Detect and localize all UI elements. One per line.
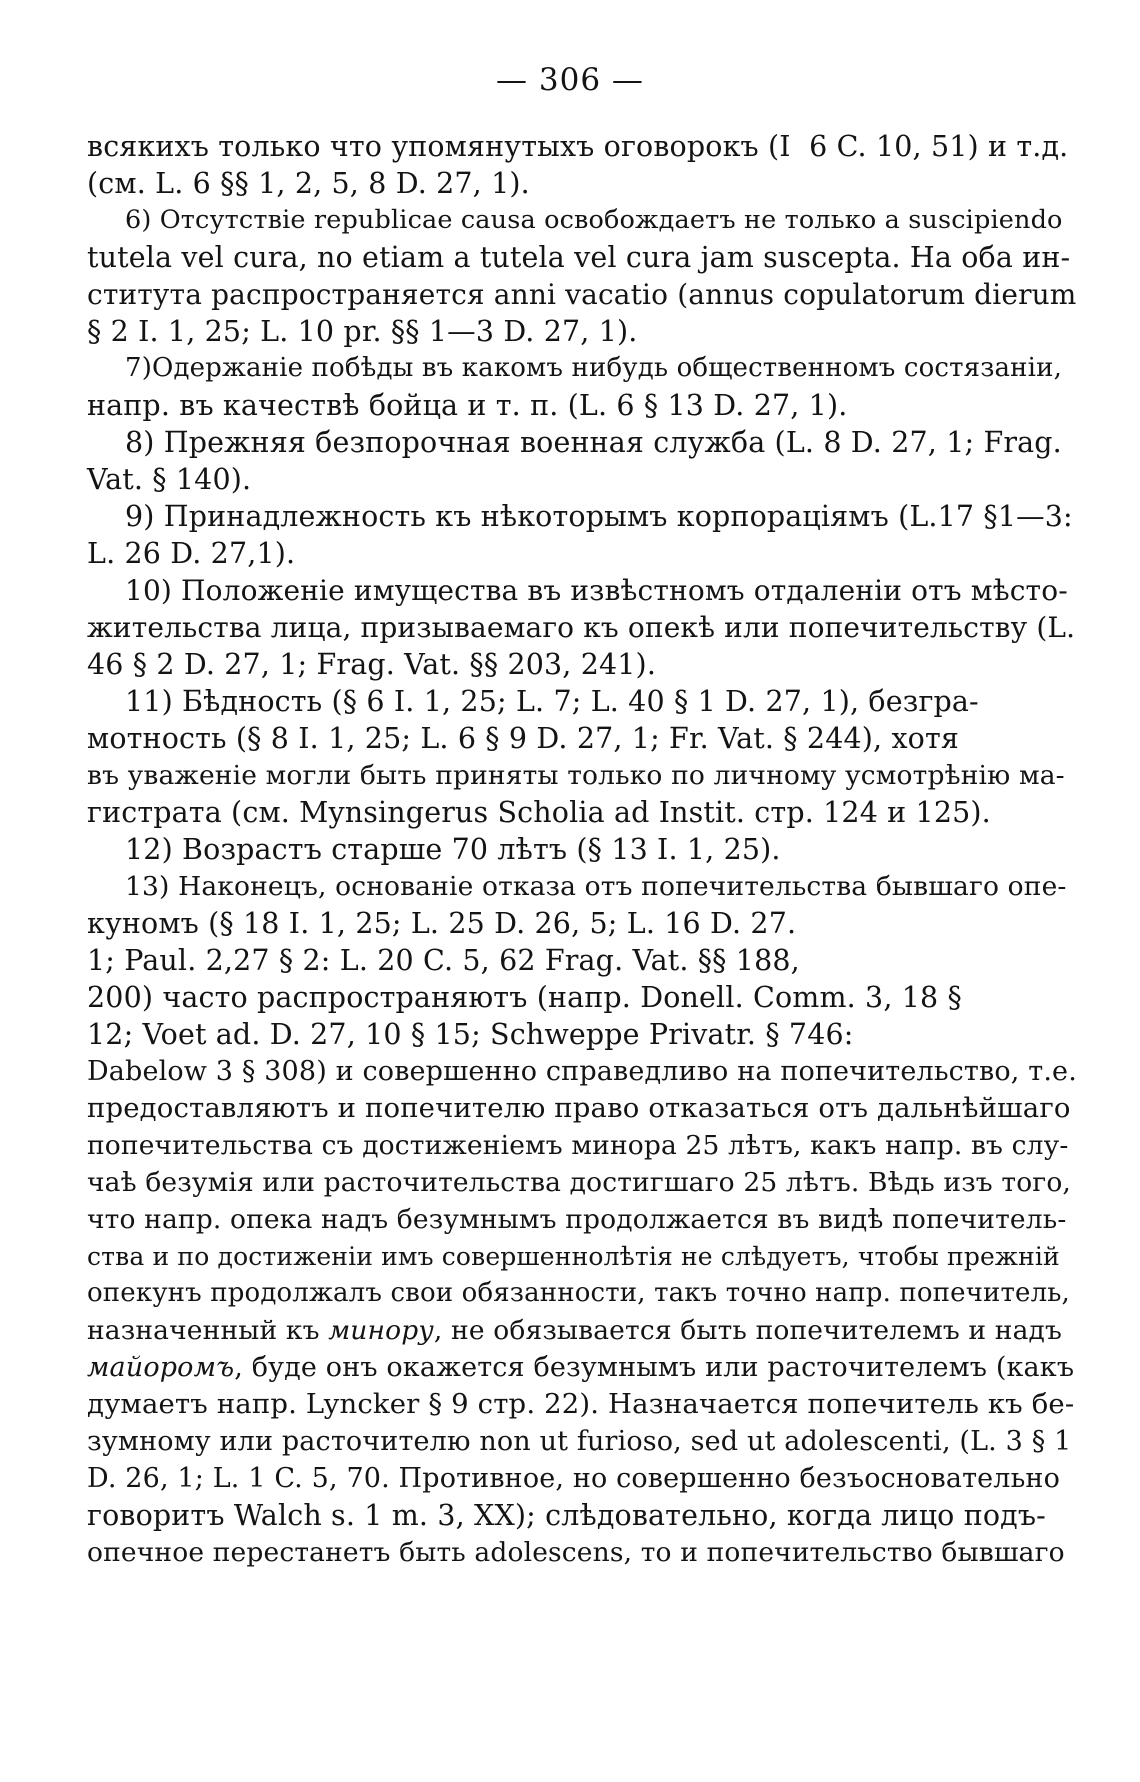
text-line-with-italic: майоромъ, буде онъ окажется безумнымъ или расточителемъ (какъ xyxy=(87,1352,1075,1383)
text-line: § 2 I. 1, 25; L. 10 pr. §§ 1—3 D. 27, 1). xyxy=(87,315,638,348)
text-line: попечительства съ достиженіемъ минора 25 лѣтъ, какъ напр. въ слу- xyxy=(87,1130,1069,1161)
text-line: 12; Voet ad. D. 27, 10 § 15; Schweppe Privatr. § 746: xyxy=(87,1018,854,1051)
text-line: въ уваженіе могли быть приняты только по личному усмотрѣнію ма- xyxy=(87,760,1065,791)
paragraph-9-start: 9) Принадлежность къ нѣкоторымъ корпораціямъ (L.17 §1—3: xyxy=(125,500,1073,533)
text-line: куномъ (§ 18 I. 1, 25; L. 25 D. 26, 5; L. 16 D. 27. xyxy=(87,907,797,940)
italic-word: минору xyxy=(328,1315,434,1346)
text-line: ститута распространяется anni vacatio (annus copulatorum dierum xyxy=(87,278,1077,311)
text-line: думаетъ напр. Lyncker § 9 стр. 22). Назначается попечитель къ бе- xyxy=(87,1388,1075,1420)
text-line: что напр. опека надъ безумнымъ продолжается въ видѣ попечитель- xyxy=(87,1204,1067,1235)
text-line: Vat. § 140). xyxy=(87,463,252,496)
paragraph-11-start: 11) Бѣдность (§ 6 I. 1, 25; L. 7; L. 40 § 1 D. 27, 1), безгра- xyxy=(125,685,979,718)
text-line-with-italic: назначенный къ минору, не обязывается быть попечителемъ и надъ xyxy=(87,1315,1063,1346)
text-line: чаѣ безумія или расточительства достигшаго 25 лѣтъ. Вѣдь изъ того, xyxy=(87,1167,1072,1198)
paragraph-13-start: 13) Наконецъ, основаніе отказа отъ попечительства бывшаго опе- xyxy=(125,871,1067,902)
text-line: всякихъ только что упомянутыхъ оговорокъ (I 6 C. 10, 51) и т.д. xyxy=(87,130,1069,163)
italic-word: майоромъ xyxy=(87,1352,235,1383)
text-line: говоритъ Walch s. 1 m. 3, XX); слѣдовательно, когда лицо подъ- xyxy=(87,1499,1046,1532)
text-line: опечное перестанетъ быть adolescens, то и попечительство бывшаго xyxy=(87,1537,1065,1568)
text-line: зумному или расточителю non ut furioso, sed ut adolescenti, (L. 3 § 1 xyxy=(87,1426,1072,1457)
text-line: D. 26, 1; L. 1 C. 5, 70. Противное, но совершенно безъосновательно xyxy=(87,1463,1060,1494)
paragraph-8-start: 8) Прежняя безпорочная военная служба (L. 8 D. 27, 1; Frag. xyxy=(125,426,1062,459)
text-line: 46 § 2 D. 27, 1; Frag. Vat. §§ 203, 241). xyxy=(87,648,657,681)
text-line: tutela vel cura, no etiam a tutela vel cura jam suscepta. На оба ин- xyxy=(87,241,1071,274)
page-number: — 306 — xyxy=(496,62,644,98)
text-line: ства и по достиженіи имъ совершеннолѣтія не слѣдуетъ, чтобы прежній xyxy=(87,1242,1060,1271)
paragraph-10-start: 10) Положеніе имущества въ извѣстномъ отдаленіи отъ мѣсто- xyxy=(125,574,1068,607)
text-line: опекунъ продолжалъ свои обязанности, такъ точно напр. попечитель, xyxy=(87,1278,1070,1308)
paragraph-12-start: 12) Возрастъ старше 70 лѣтъ (§ 13 I. 1, 25). xyxy=(125,833,781,866)
paragraph-7-start: 7)Одержаніе побѣды въ какомъ нибудь общественномъ состязаніи, xyxy=(125,353,1063,383)
text-line: мотность (§ 8 I. 1, 25; L. 6 § 9 D. 27, 1; Fr. Vat. § 244), хотя xyxy=(87,722,960,755)
text-line: 1; Paul. 2,27 § 2: L. 20 C. 5, 62 Frag. Vat. §§ 188, xyxy=(87,944,800,977)
text-line: 200) часто распространяютъ (напр. Donell. Comm. 3, 18 § xyxy=(87,981,962,1014)
text-line: предоставляютъ и попечителю право отказаться отъ дальнѣйшаго xyxy=(87,1092,1071,1124)
body-text xyxy=(87,128,1077,1571)
text-line: (см. L. 6 §§ 1, 2, 5, 8 D. 27, 1). xyxy=(87,167,530,200)
text-line: гистрата (см. Mynsingerus Scholia ad Instit. стр. 124 и 125). xyxy=(87,796,991,829)
paragraph-6-start: 6) Отсутствіе reрublicae causa освобождаетъ не только a suscipiendo xyxy=(125,205,1063,235)
text-line: напр. въ качествѣ бойца и т. п. (L. 6 § 13 D. 27, 1). xyxy=(87,389,848,422)
text-line: Dabelow 3 § 308) и совершенно справедливо на попечительство, т.е. xyxy=(87,1056,1077,1087)
text-line: L. 26 D. 27,1). xyxy=(87,537,296,570)
text-line: жительства лица, призываемаго къ опекѣ или попечительству (L. xyxy=(87,611,1076,644)
